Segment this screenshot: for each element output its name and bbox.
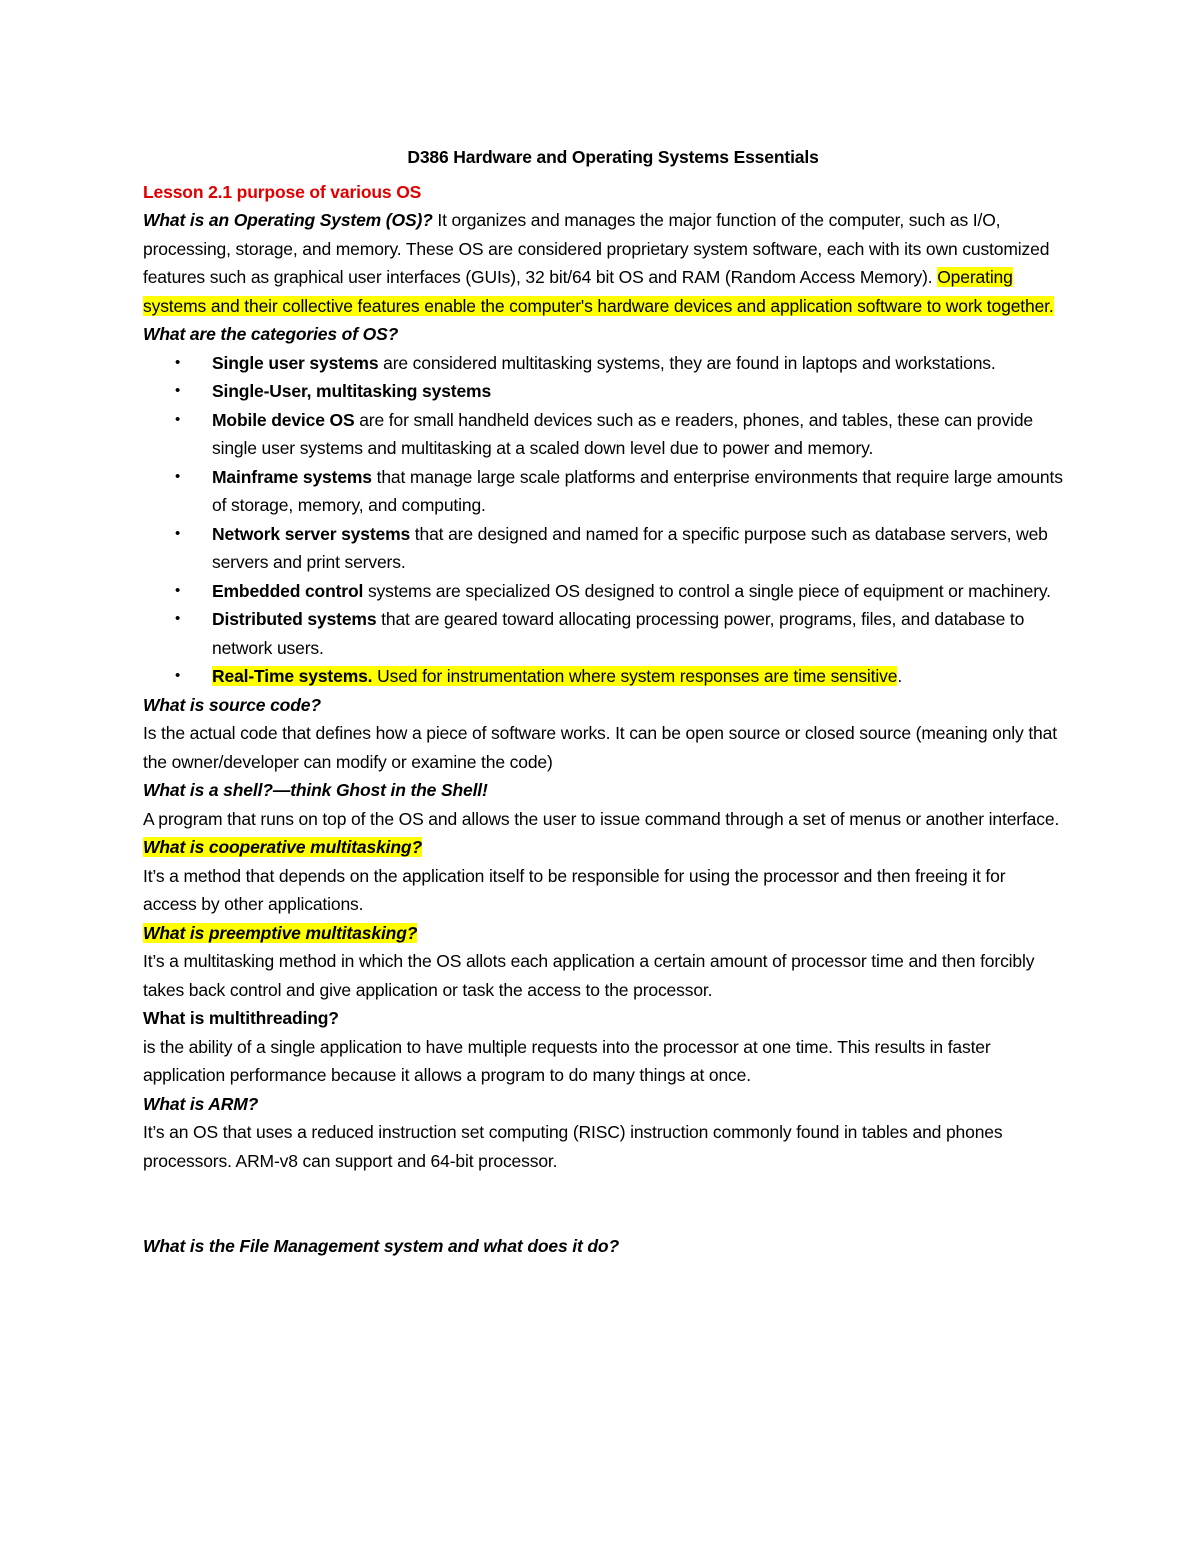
list-item [143, 605, 1063, 662]
category-term: Embedded control [212, 580, 364, 601]
category-description: are considered multitasking systems, they are found in laptops and workstations. [378, 352, 996, 373]
category-description: that are designed and named for a specific purpose such as database servers, web servers and print servers. [212, 523, 1048, 572]
category-description: that manage large scale platforms and enterprise environments that require large amounts of storage, memory, and computing. [212, 466, 1063, 515]
realtime-description: Used for instrumentation where system responses are time sensitive [372, 666, 898, 686]
os-question: What is an Operating System (OS)? [143, 210, 433, 230]
realtime-end: . [897, 666, 903, 686]
bullet-icon: • [175, 610, 181, 627]
categories-question: What are the categories of OS? [143, 324, 399, 344]
bullet-icon: • [175, 382, 181, 399]
category-term: Mobile device OS [212, 409, 355, 430]
source-code-answer: Is the actual code that defines how a piece of software works. It can be open source or closed source (meaning only that the owner/developer can modify or examine the code) [143, 723, 1057, 772]
list-item [143, 577, 1063, 606]
realtime-term: Real-Time systems. [212, 666, 373, 686]
multithreading-answer: is the ability of a single application to have multiple requests into the processor at one time. This results in faster application performance because it allows a program to do many things at once. [143, 1036, 991, 1085]
bullet-icon: • [175, 667, 181, 684]
list-item [143, 377, 1063, 406]
category-term: Single-User, multitasking systems [212, 381, 492, 401]
arm-answer: It’s an OS that uses a reduced instruction set computing (RISC) instruction commonly found in tables and phones processors. ARM-v8 can support and 64-bit processor. [143, 1122, 1003, 1171]
multithreading-question: What is multithreading? [143, 1008, 339, 1028]
bullet-icon: • [175, 353, 181, 371]
file-management-question: What is the File Management system and what does it do? [143, 1236, 619, 1256]
spacer [143, 1175, 1063, 1232]
list-item [143, 406, 1063, 463]
category-term: Distributed systems [212, 609, 377, 629]
category-description: that are geared toward allocating processing power, programs, files, and database to network users. [212, 609, 1025, 658]
list-item [143, 349, 1063, 378]
os-highlighted-statement: Operating systems and their collective features enable the computer's hardware devices and application software to work together. [143, 267, 1054, 316]
shell-answer: A program that runs on top of the OS and allows the user to issue command through a set of menus or another interface. [143, 808, 1060, 829]
preemptive-question-line [143, 919, 1063, 948]
arm-question: What is ARM? [143, 1093, 259, 1114]
bullet-icon: • [175, 410, 181, 428]
bullet-icon: • [175, 581, 181, 599]
preemptive-answer: It’s a multitasking method in which the OS allots each application a certain amount of processor time and then forcibly takes back control and give application or task the access to the processor. [143, 951, 1035, 1000]
category-description: are for small handheld devices such as e readers, phones, and tables, these can provide single user systems and multitasking at a scaled down level due to power and memory. [212, 409, 1033, 458]
cooperative-question-line [143, 833, 1063, 862]
preemptive-question: What is preemptive multitasking? [143, 922, 418, 943]
os-categories-list [143, 349, 1063, 691]
lesson-heading: Lesson 2.1 purpose of various OS [143, 181, 422, 202]
cooperative-question: What is cooperative multitasking? [143, 837, 422, 857]
os-answer: It organizes and manages the major function of the computer, such as I/O, processing, storage, and memory. These OS are considered proprietary system software, each with its own customized features such as graphical user interfaces (GUIs), 32 bit/64 bit OS and RAM (Random Access Memory). [143, 210, 1050, 287]
bullet-icon: • [175, 524, 181, 542]
category-term: Network server systems [212, 523, 411, 544]
bullet-icon: • [175, 467, 181, 485]
os-definition-paragraph [143, 206, 1063, 320]
document-title: D386 Hardware and Operating Systems Essentials [407, 147, 819, 167]
list-item [143, 520, 1063, 577]
list-item [143, 662, 1063, 691]
source-code-question: What is source code? [143, 694, 321, 715]
list-item [143, 463, 1063, 520]
shell-question: What is a shell?—think Ghost in the Shell! [143, 780, 488, 800]
category-term: Single user systems [212, 352, 379, 373]
category-term: Mainframe systems [212, 466, 372, 487]
category-description: systems are specialized OS designed to control a single piece of equipment or machinery. [363, 580, 1051, 601]
document-body [143, 143, 1063, 1261]
cooperative-answer: It’s a method that depends on the application itself to be responsible for using the processor and then freeing it for access by other applications. [143, 865, 1006, 914]
